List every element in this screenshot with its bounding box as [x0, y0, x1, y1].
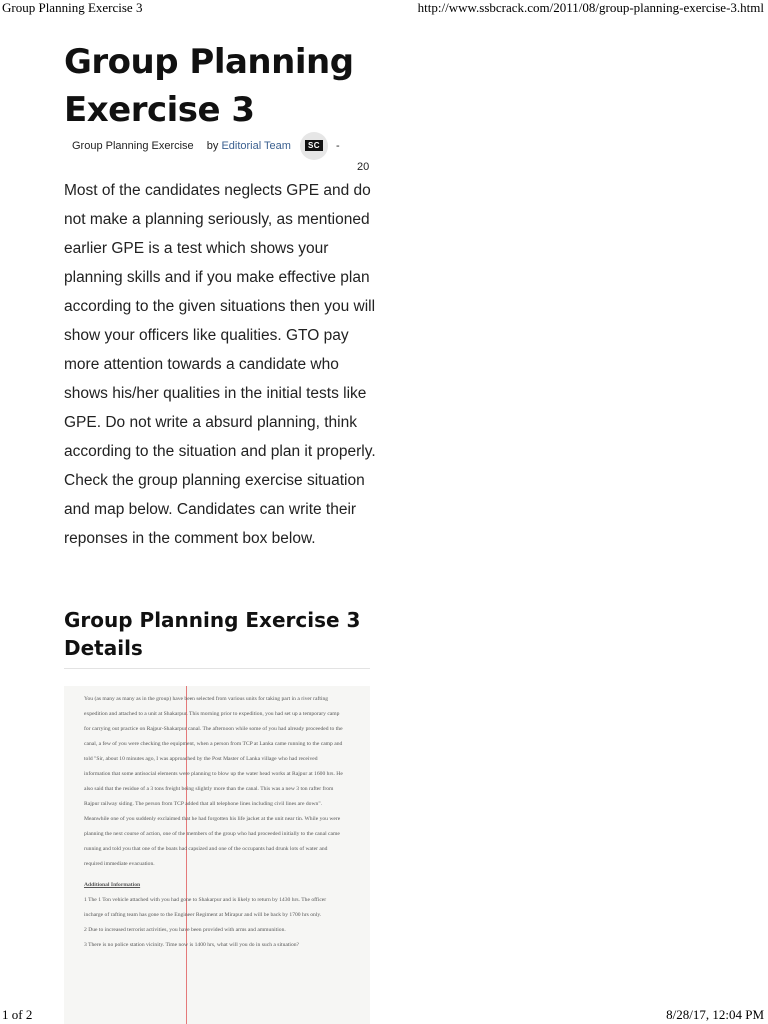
- body-paragraph: Most of the candidates neglects GPE and do not make a planning seriously, as mentioned earlier GPE is a test which shows your planning skills and if you make effective plan according to the given situations then you will show your officers like qualities. GTO pay more attention towards a candidate who shows his/her qualities in the initial tests like GPE. Do not write a absurd planning, think according to the situation and plan it properly. Check the group planning exercise situation and map below. Candidates can write their reponses in the comment box below.: [64, 182, 376, 547]
- comment-count[interactable]: 20: [357, 161, 370, 173]
- print-footer-page: 1 of 2: [2, 1007, 33, 1022]
- avatar[interactable]: [300, 132, 328, 160]
- print-footer-date: 8/28/17, 12:04 PM: [666, 1007, 764, 1022]
- by-label: by: [206, 140, 219, 152]
- scanned-text: [84, 692, 344, 953]
- divider: [64, 668, 370, 669]
- print-header-title: Group Planning Exercise 3: [2, 0, 143, 15]
- scanned-document-image: [64, 686, 370, 1024]
- meta-dash: -: [336, 140, 340, 152]
- article-body: [64, 176, 379, 553]
- scan-info-1: 1 The 1 Ton vehicle attached with you had gone to Shakarpur and is likely to return by 1430 hrs. The officer incharge of rafting team has gone to the Engineer Regiment at Mirapur and will be back by 1700 hrs only.: [84, 897, 327, 918]
- author-link[interactable]: Editorial Team: [221, 140, 291, 152]
- scan-info-2: 2 Due to increased terrorist activities, you have been provided with arms and ammunition.: [84, 927, 286, 933]
- category-link[interactable]: Group Planning Exercise: [72, 140, 194, 152]
- scan-info-3: 3 There is no police station vicinity. Time now is 1400 hrs, what will you do in such a situation?: [84, 942, 300, 948]
- details-heading: Group Planning Exercise 3 Details: [64, 608, 361, 660]
- avatar-logo-icon: SC: [305, 140, 323, 151]
- article-meta: [72, 140, 291, 152]
- scan-paragraph: You (as many as many as in the group) have been selected from various units for taking part in a river rafting expedition and attached to a unit at Shakarpur. This morning prior to expedition, you had set up a temporary camp for carrying out practice on Rajpur-Shakarpur canal. The afternoon while some of you had already proceeded to the canal, a few of you were checking the equipment, when a person from TCP at Lanka came running to the camp and told "Sir, about 10 minutes ago, I was approached by the Post Master of Lanka village who had received information that some antisocial elements were planning to blow up the water head works at Rajpur at 1600 hrs. He also said that the residue of a 3 tons freight being slightly more than the canal. This was a new 3 ton rafter from Rajpur railway siding. The person from TCP added that all telephone lines including civil lines are down". Meanwhile one of you suddenly exclaimed that he had forgotten his life jacket at the unit near tin. While you were planning the next course of action, one of the members of the group who had proceeded initially to the canal came running and told you that one of the boats had capsized and one of the occupants had drunk lots of water and required immediate evacuation.: [84, 696, 343, 867]
- scan-additional-heading: Additional Information: [84, 882, 141, 888]
- print-header-url: http://www.ssbcrack.com/2011/08/group-planning-exercise-3.html: [417, 0, 764, 15]
- article-title: Group Planning Exercise 3: [64, 42, 354, 130]
